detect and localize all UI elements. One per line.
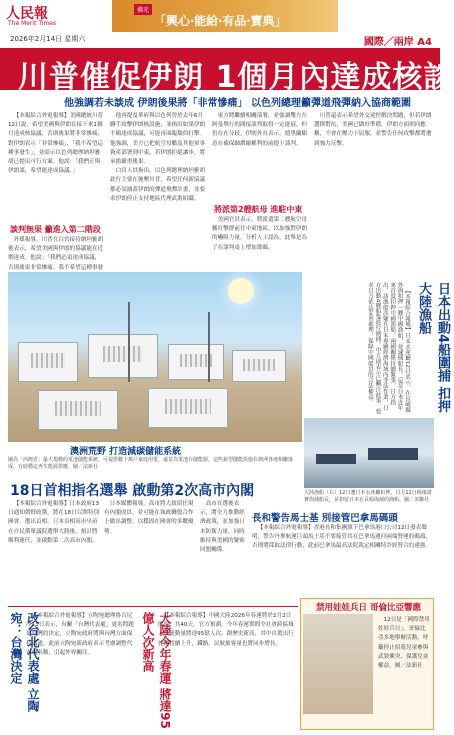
panama-paragraph: 【本報綜合外電報導】香港長和集團旗下巴拿馬港口公司12日發表聲明，警告丹麥航運巨頭馬士基不要接管其在巴拿馬運河兩端營運的碼頭，否則將採取法律行動，此前巴拿馬最高法院裁定相關特許經營合約違憲。: [252, 525, 432, 550]
child-soldier-paragraph: 12日是「國際禁用娃娃兵日」，哥倫比亞多地舉辦活動，呼籲停止招募兒童參與武裝衝突，保護兒童權益。圖／法新社: [378, 617, 430, 670]
newspaper-logo: 人民報: [6, 6, 48, 22]
lead-paragraph: 川普還表示希望外交途徑解決問題，但若伊朗選擇對抗，美國已做好準備。伊朗方面則回應稱，不會在壓力下屈服，並警告任何攻擊都將遭到強力反擊。: [314, 113, 432, 147]
election-paragraph: 高市在選後表示，將全力推動經濟政策，並加強日本防衛力量，同時維持與美國的緊密同盟關係。: [200, 501, 245, 554]
lead-paragraph: 美國官員表示，將派遣第二艘航空母艦打擊群前往中東地區，以加強對伊朗的嚇阻力量。分析人士認為，此舉是為了在談判桌上增加籌碼。: [212, 217, 308, 251]
dateline: 2026年2月14日 星期六: [10, 35, 86, 43]
child-soldier-column: [378, 616, 430, 726]
section-label: 國際／兩岸 A4: [363, 37, 432, 48]
battery-storage-photo: [8, 272, 302, 442]
ship: [316, 454, 356, 464]
lithuania-paragraph: 【本報綜合外電報導】立陶宛總理魯吉尼涅13日表示，有關「台灣代表處」更名問題是台灣的決定，立陶宛政府將與台灣方面保持溝通。此前立陶宛新政府表示考慮調整代表處名稱，引起外界關注。: [26, 613, 134, 656]
newspaper-logo-en: The Merit Times: [8, 20, 57, 27]
battery-container: [88, 334, 158, 378]
fishing-boat-photo: [304, 418, 434, 488]
power-pole: [208, 312, 210, 382]
lead-subtitle-3: 將派第2艘航母 進駐中東: [214, 205, 303, 214]
ships-caption: 大陸漁船（右）12日遭日本水產廳扣押，日方12日稍後證實拘捕船長，並扣留日本在長崎海域的漁船。圖／美聯社: [304, 490, 432, 503]
election-column-3: [200, 500, 248, 604]
power-pole: [128, 302, 130, 382]
lead-subtitle-1: 談判無果 籲進入第二階段: [10, 225, 101, 234]
divider: [8, 606, 298, 607]
spring-travel-headline: 大陸今年春運 將達95億人次新高: [141, 612, 172, 729]
photo-caption: 圖為「西澳省」最大規模的電池儲能系統，可提供數十萬戶家庭用電，遠景為電池存儲能源，這些新型儲能設施在澳洲各地相繼落成，有助穩定再生能源供應。圖／法新社: [8, 457, 294, 470]
spring-travel-paragraph: 【本報綜合報導】中國大陸2026年春運將於2月2日開始，共40天。官方預測，今年春運期間全社會跨區域人員流動量將達95億人次，創歷史新高，其中自駕出行比例持續上升，鐵路、民航旅客量也將同步增長。: [158, 613, 294, 647]
lead-column-3: [212, 112, 308, 200]
spring-travel-column: [158, 612, 296, 730]
main-headline: 川普催促伊朗 1個月內達成核談: [18, 60, 454, 95]
lead-column-2: [110, 112, 206, 270]
child-soldier-headline: 禁用娃娃兵日 哥倫比亞響應: [316, 603, 421, 613]
battery-container: [18, 342, 78, 382]
lead-column-1: [8, 112, 104, 222]
japan-election-headline: 18日首相指名選舉 啟動第2次高市內閣: [10, 483, 255, 499]
banner-slogan: 「興心‧能給‧有品‧寶典」: [154, 14, 287, 28]
slogan-banner: [112, 0, 338, 32]
battery-container: [148, 388, 228, 428]
election-paragraph: 日本媒體報導，高市將大致留任現有內閣成員，並可能在執政聯盟合作上做出調整，以穩固在國會的多數優勢。: [104, 501, 194, 535]
banner-tag: 佛光: [134, 4, 152, 15]
panama-headline: 長和警告馬士基 別接管巴拿馬碼頭: [252, 513, 398, 524]
lead-column-1b: [8, 236, 104, 270]
japan-column: [308, 282, 410, 416]
sun-flare: [228, 278, 254, 304]
lead-paragraph: 【本報綜合外電報導】美國總統川普12日說，希望美國與伊朗在接下來1個月達成核協議，否則後果將非常慘痛；對伊朗表示「非常慘痛」，「我不希望這種事發生」，並暗示以色列總理納坦雅胡已提出可行方案。他說：「我們正與伊朗談，希望能達成協議。」: [8, 113, 104, 175]
battery-container: [232, 350, 286, 382]
lithuania-headline: 改台北代表處 立陶宛：台灣決定: [9, 612, 40, 713]
ship: [368, 448, 418, 460]
panama-column: [252, 524, 434, 596]
lead-paragraph: 白宮人員指出，以色列總理納坦雅胡此行主要在施壓川普，希望任何新協議都必須涵蓋伊朗的彈道飛彈計畫，並要求伊朗停止支持地區代理武裝組織。: [110, 168, 206, 202]
main-subhead: 他強調若未談成 伊朗後果將「非常慘痛」 以色列總理籲彈道飛彈納入協商範圍: [64, 98, 411, 109]
battery-container: [168, 344, 224, 380]
lead-paragraph: 外媒報導，川普在白宮接待納坦雅胡後表示，希望美國與伊朗的協議能在近期達成。他說：「我們必須達成協議，否則後果非常慘痛。我不希望這種事發: [8, 237, 104, 271]
election-paragraph: 【本報綜合外電報導】日本政府13日通知朝野政黨，將在18日召開特別國會，選出首相。日本首相高市早苗在自民黨眾議院選舉大勝後，預計將順利連任，並啟動第二次高市內閣。: [8, 501, 100, 544]
lithuania-column: [26, 612, 134, 730]
lead-paragraph: 軍方將繼續相關部署，並強調雙方在阿曼舉行的間接談判取得一定進展，但仍存在分歧。伊朗外長表示，德黑蘭願意在確保鈾濃縮權利的前提下談判。: [212, 113, 308, 147]
election-column-1: [8, 500, 100, 604]
election-column-2: [104, 500, 196, 604]
masthead: [0, 0, 440, 32]
battery-container: [38, 390, 118, 430]
photo-title: 澳洲荒野 打造減碳儲能系統: [70, 447, 182, 457]
lead-paragraph: 他再提及華府與以色列曾於去年6月聯手攻擊伊朗核設施，並指出如果伊朗不願達成協議，可能再面臨類似打擊。他強調，美方已把航空母艦及其他軍事資產部署到中東，若伊朗拒絕讓步，將承擔嚴重後果。: [110, 113, 206, 166]
japan-headline: 日本出動4船圍捕 扣押大陸漁船: [416, 282, 450, 413]
lead-column-3b: [212, 216, 308, 270]
lead-column-4: [314, 112, 434, 270]
child-soldier-photo: [303, 614, 373, 714]
japan-paragraph: 【本報綜合報導】日本水產廳12日表示，在長崎縣外海扣押一艘中國漁船，並逮捕船長。這是日本近年來首度扣押中國漁船，兩國關係持續緊張。日方指出，該漁船涉嫌在日本專屬經濟海域內非法作業，日方出動4艘船隻進行圍捕。中方則表示已關注此事，要求日方依法妥善處理，保障中國船員的合法權益。: [366, 282, 410, 415]
